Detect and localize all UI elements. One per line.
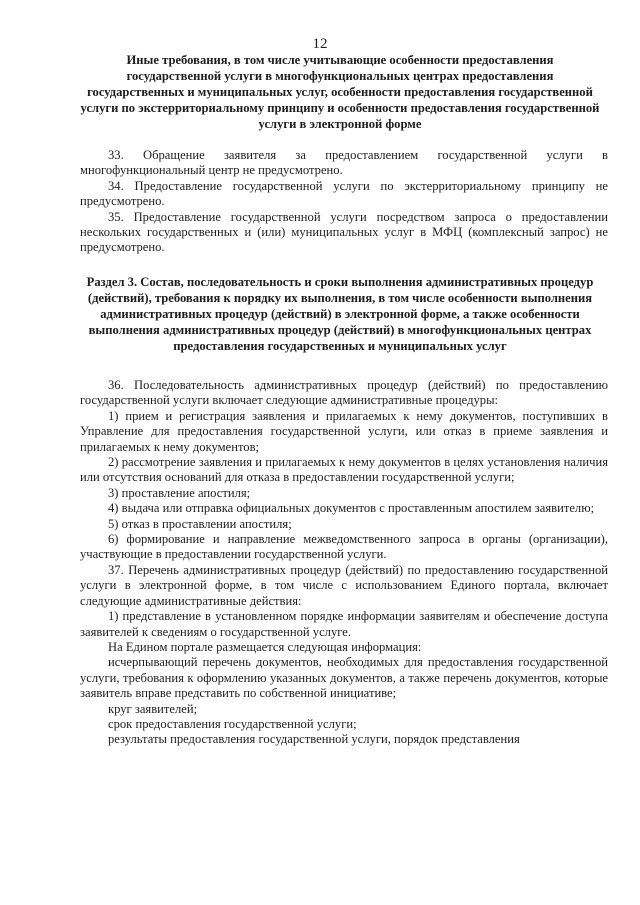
paragraph-33: 33. Обращение заявителя за предоставлением государственной услуги в многофункциональный центр не предусмотрено. (80, 148, 608, 178)
portal-info-term: срок предоставления государственной услуги; (108, 716, 357, 731)
list-item-36-6: 6) формирование и направление межведомственного запроса в органы (организации), участвующие в предоставлении государственной услуги. (80, 532, 608, 562)
portal-info-results: результаты предоставления государственной услуги, порядок представления (108, 732, 520, 747)
list-item-36-3: 3) проставление апостиля; (108, 485, 251, 500)
paragraph-34: 34. Предоставление государственной услуги по экстерриториальному принципу не предусмотрено. (80, 178, 608, 209)
list-item-36-4: 4) выдача или отправка официальных документов с проставленным апостилем заявителю; (108, 501, 595, 516)
section-heading-section-3: Раздел 3. Состав, последовательность и сроки выполнения административных процедур (действий), требования к порядку их выполнения, в том числе особенности выполнения административных процедур (действий) в электронной форме, а также особенности выполнения административных процедур (действий) в многофункциональных центрах предоставления государственных и муниципальных услуг (86, 275, 594, 353)
page-number: 12 (312, 36, 328, 52)
list-item-36-5: 5) отказ в проставлении апостиля; (108, 516, 292, 531)
body-text-block-1 (80, 148, 608, 256)
portal-info-intro: На Едином портале размещается следующая информация: (108, 639, 422, 654)
paragraph-36: 36. Последовательность административных процедур (действий) по предоставлению государственной услуги включает следующие административные процедуры: (80, 378, 608, 408)
list-item-37-1: 1) представление в установленном порядке информации заявителям и обеспечение доступа заявителей к сведениям о государственной услуге. (80, 609, 608, 639)
body-text-block-2 (80, 378, 608, 748)
paragraph-37: 37. Перечень административных процедур (действий) по предоставлению государственной услуги в электронной форме, в том числе с использованием Единого портала, включает следующие административные действия: (80, 562, 608, 608)
paragraph-35: 35. Предоставление государственной услуги посредством запроса о предоставлении нескольких государственных и (или) муниципальных услуг в МФЦ (комплексный запрос) не предусмотрено. (80, 209, 608, 255)
list-item-36-1: 1) прием и регистрация заявления и прилагаемых к нему документов, поступивших в Управление для предоставления государственной услуги, или отказ в приеме заявления и прилагаемых к нему документов; (80, 408, 608, 454)
list-item-36-2: 2) рассмотрение заявления и прилагаемых к нему документов в целях установления наличия или отсутствия оснований для отказа в предоставлении государственной услуги; (80, 455, 608, 485)
section-heading-other-requirements: Иные требования, в том числе учитывающие особенности предоставления государственной услуги в многофункциональных центрах предоставления государственных и муниципальных услуг, особенности предоставления государственной услуги по экстерриториальному принципу и особенности предоставления государственной услуги в электронной форме (80, 53, 600, 131)
portal-info-documents: исчерпывающий перечень документов, необходимых для предоставления государственной услуги, требования к оформлению указанных документов, а также перечень документов, которые заявитель вправе представить по собственной инициативе; (80, 655, 608, 701)
portal-info-applicants: круг заявителей; (108, 701, 198, 716)
